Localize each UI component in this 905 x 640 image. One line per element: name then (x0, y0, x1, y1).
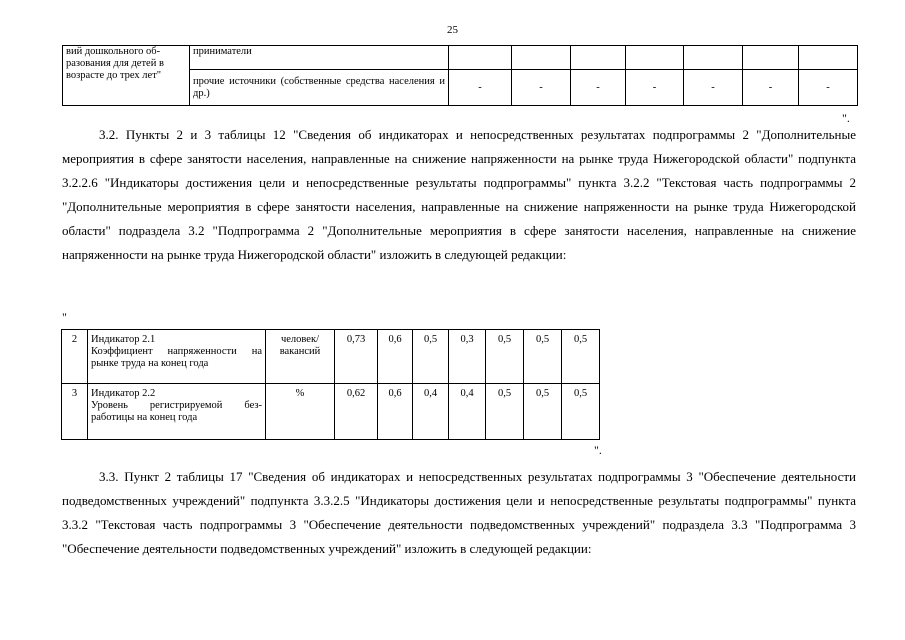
value-cell: - (799, 70, 858, 106)
value-cell: 0,4 (413, 384, 449, 440)
value-cell: 0,5 (486, 330, 524, 384)
table-row (63, 46, 858, 70)
value-cell: 0,5 (486, 384, 524, 440)
value-cell (449, 46, 512, 70)
value-cell: - (449, 70, 512, 106)
value-cell (743, 46, 799, 70)
value-cell: - (626, 70, 684, 106)
value-cell: 0,62 (335, 384, 378, 440)
indicator-description: Коэффициент напряженности на рынке труда на конец года (91, 346, 262, 369)
table-row (62, 330, 600, 384)
indicator-title: Индикатор 2.1 (91, 334, 156, 345)
closing-quote: ". (594, 443, 602, 457)
value-cell: - (743, 70, 799, 106)
page-number: 25 (447, 24, 458, 36)
value-cell (684, 46, 743, 70)
value-cell: - (684, 70, 743, 106)
value-cell (512, 46, 571, 70)
value-cell: 0,6 (378, 330, 413, 384)
indicators-table (61, 329, 600, 440)
source-cell: приниматели (190, 46, 449, 70)
value-cell: 0,5 (524, 330, 562, 384)
indicator-title: Индикатор 2.2 (91, 388, 156, 399)
value-cell: 0,73 (335, 330, 378, 384)
table-row (62, 384, 600, 440)
row-number: 2 (62, 330, 88, 384)
row-number: 3 (62, 384, 88, 440)
source-cell: прочие источники (собственные средства населения и др.) (190, 70, 449, 106)
value-cell: 0,6 (378, 384, 413, 440)
value-cell: 0,5 (524, 384, 562, 440)
category-cell: вий дошкольного об-разования для детей в возрасте до трех лет" (63, 46, 190, 106)
value-cell (799, 46, 858, 70)
value-cell: 0,5 (413, 330, 449, 384)
value-cell: 0,5 (562, 330, 600, 384)
value-cell: 0,5 (562, 384, 600, 440)
value-cell (626, 46, 684, 70)
indicator-cell (88, 330, 266, 384)
value-cell (571, 46, 626, 70)
paragraph-3-3: 3.3. Пункт 2 таблицы 17 "Сведения об индикаторах и непосредственных результатах подпрограммы 3 "Обеспечение деятельности подведомственных учреждений" подпункта 3.3.2.5 "Индикаторы достижения цели и непосредственные результаты подпрограммы" пункта 3.3.2 "Текстовая часть подпрограммы 3 "Обеспечение деятельности подведомственных учреждений" подраздела 3.3 "Подпрограмма 3 "Обеспечение деятельности подведомственных учреждений" изложить в следующей редакции: (62, 469, 856, 556)
closing-quote: ". (842, 111, 850, 125)
value-cell: - (512, 70, 571, 106)
value-cell: 0,3 (449, 330, 486, 384)
unit-cell: % (266, 384, 335, 440)
indicator-cell (88, 384, 266, 440)
unit-cell: человек/ вакансий (266, 330, 335, 384)
opening-quote: " (62, 310, 67, 324)
indicator-description: Уровень регистрируемой без-работицы на конец года (91, 400, 262, 423)
value-cell: - (571, 70, 626, 106)
continuation-table (62, 45, 858, 106)
value-cell: 0,4 (449, 384, 486, 440)
paragraph-3-2: 3.2. Пункты 2 и 3 таблицы 12 "Сведения об индикаторах и непосредственных результатах подпрограммы 2 "Дополнительные мероприятия в сфере занятости населения, направленные на снижение напряженности на рынке труда Нижегородской области" подпункта 3.2.2.6 "Индикаторы достижения цели и непосредственные результаты подпрограммы" пункта 3.2.2 "Текстовая часть подпрограммы 2 "Дополнительные мероприятия в сфере занятости населения, направленные на снижение напряженности на рынке труда Нижегородской области" подраздела 3.2 "Подпрограмма 2 "Дополнительные мероприятия в сфере занятости населения, направленные на снижение напряженности на рынке труда Нижегородской области" изложить в следующей редакции: (62, 127, 856, 262)
